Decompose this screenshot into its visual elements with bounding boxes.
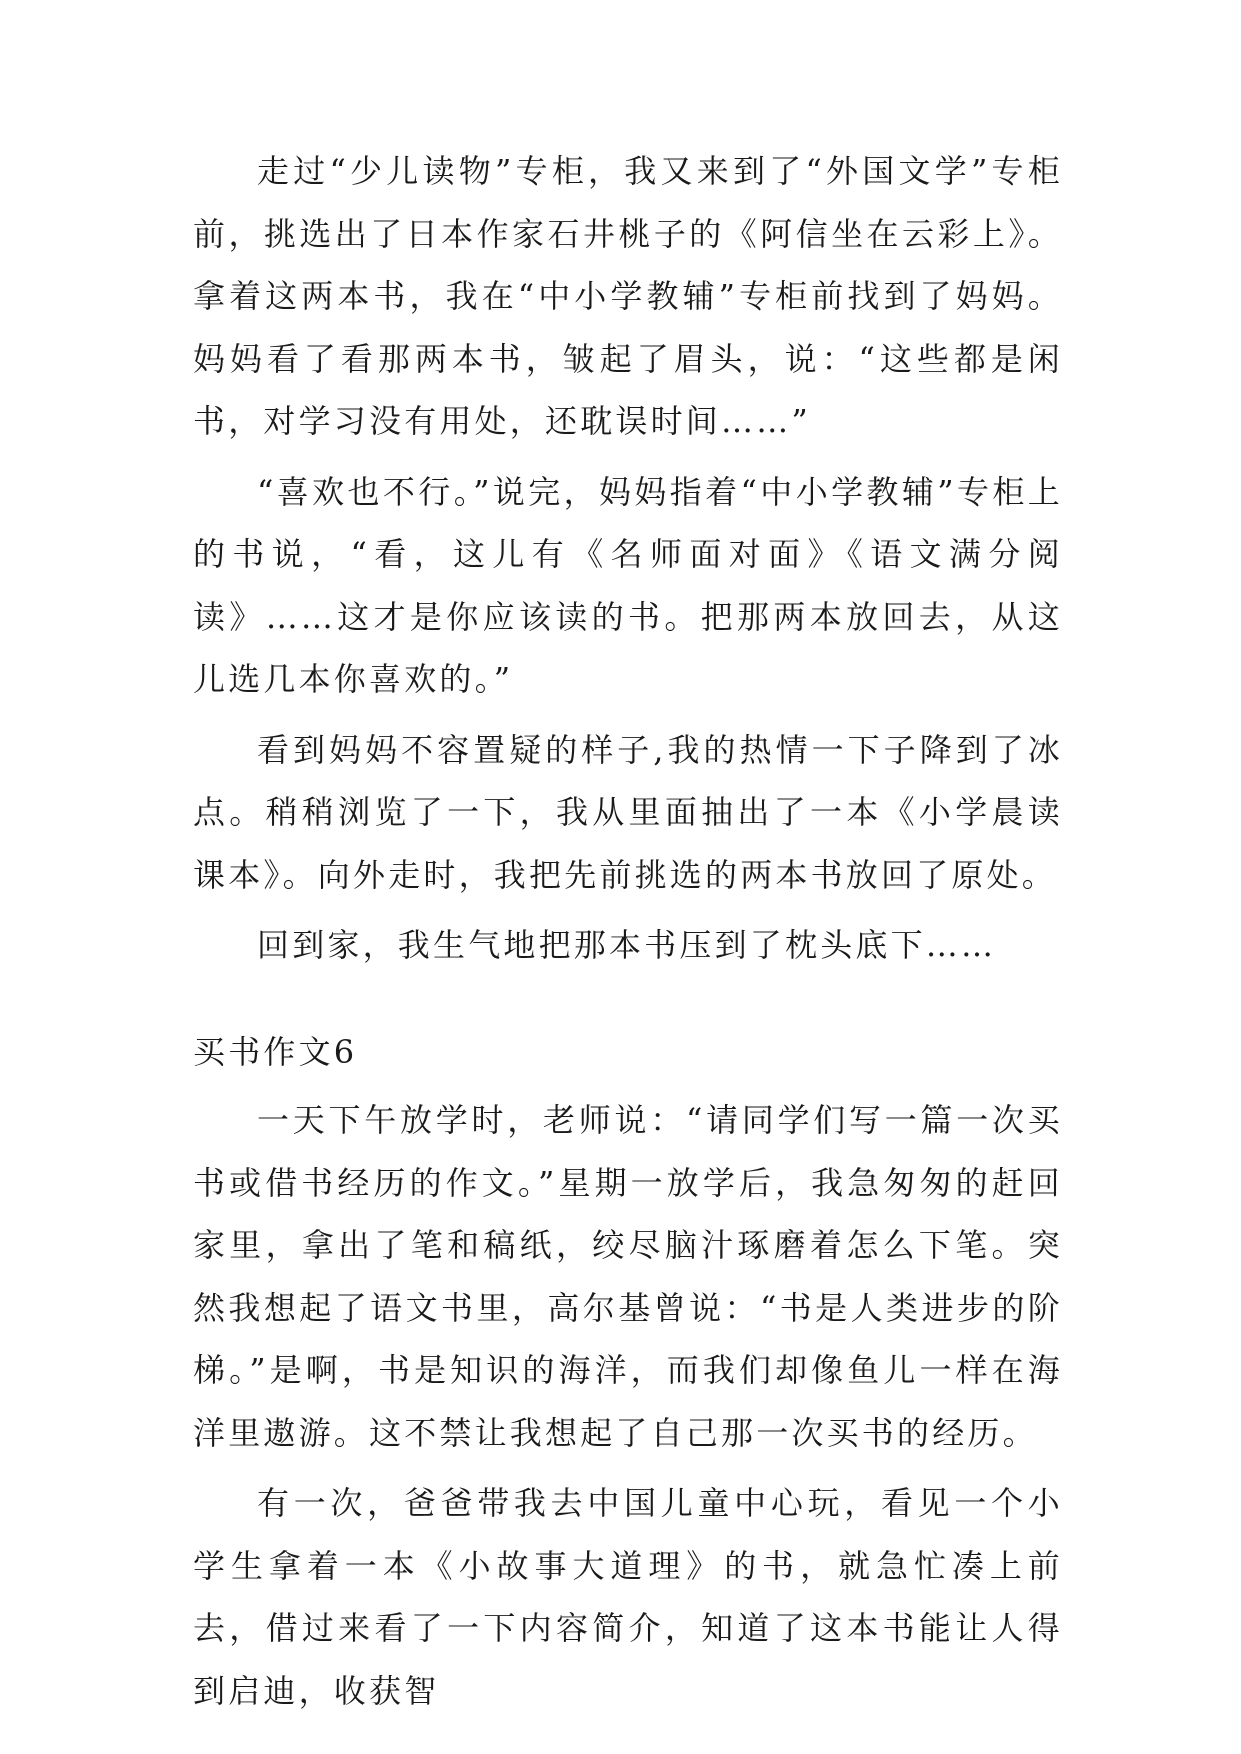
paragraph: 走过“少儿读物”专柜，我又来到了“外国文学”专柜前，挑选出了日本作家石井桃子的《阿信坐在云彩上》。拿着这两本书，我在“中小学教辅”专柜前找到了妈妈。妈妈看了看那两本书，皱起了眉头，说：“这些都是闲书，对学习没有用处，还耽误时间……” (193, 152, 1063, 440)
section-title: 买书作文6 (193, 1032, 358, 1071)
paragraph: “喜欢也不行。”说完，妈妈指着“中小学教辅”专柜上的书说，“看，这儿有《名师面对面》《语文满分阅读》……这才是你应该读的书。把那两本放回去，从这儿选几本你喜欢的。” (193, 472, 1063, 698)
paragraph: 一天下午放学时，老师说：“请同学们写一篇一次买书或借书经历的作文。”星期一放学后，我急匆匆的赶回家里，拿出了笔和稿纸，绞尽脑汁琢磨着怎么下笔。突然我想起了语文书里，高尔基曾说：“书是人类进步的阶梯。”是啊，书是知识的海洋，而我们却像鱼儿一样在海洋里遨游。这不禁让我想起了自己那一次买书的经历。 (193, 1101, 1063, 1452)
paragraph: 看到妈妈不容置疑的样子,我的热情一下子降到了冰点。稍稍浏览了一下，我从里面抽出了一本《小学晨读课本》。向外走时，我把先前挑选的两本书放回了原处。 (193, 730, 1063, 894)
paragraph: 回到家，我生气地把那本书压到了枕头底下…… (257, 926, 997, 964)
paragraph: 有一次，爸爸带我去中国儿童中心玩，看见一个小学生拿着一本《小故事大道理》的书，就急忙凑上前去，借过来看了一下内容简介，知道了这本书能让人得到启迪，收获智 (193, 1484, 1063, 1710)
document-page (193, 140, 1063, 1730)
